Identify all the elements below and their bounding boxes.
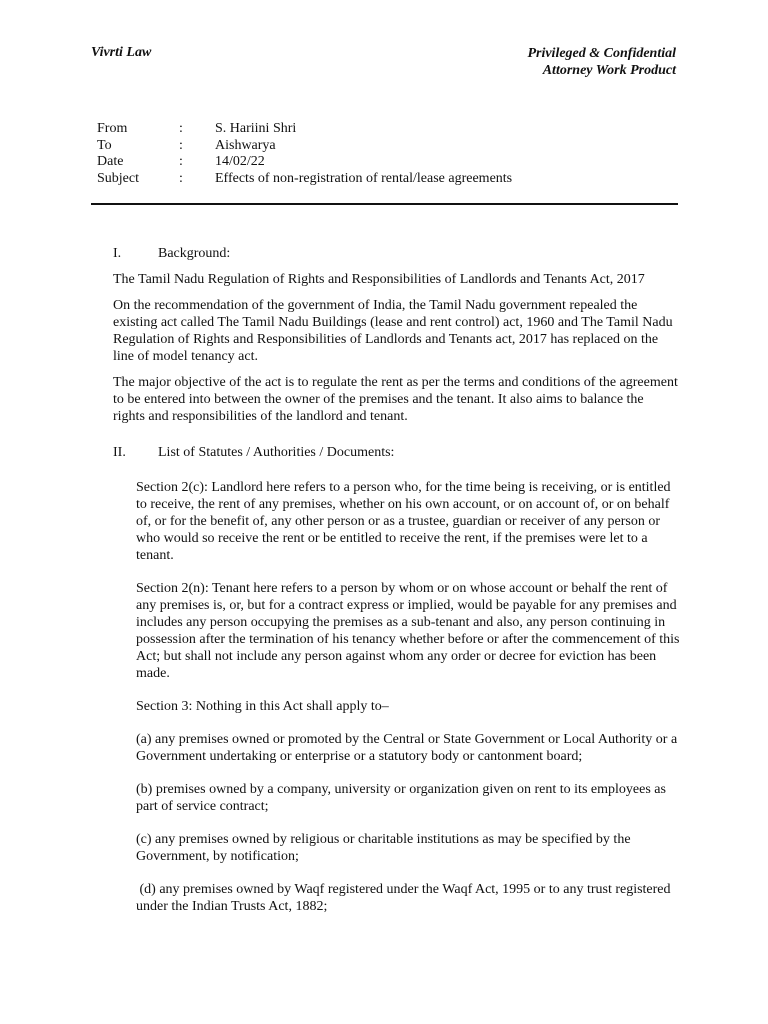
statute-item: (b) premises owned by a company, university or organization given on rent to its employees as part of service contract;: [136, 782, 666, 814]
memo-to-row: [97, 138, 512, 155]
act-title-paragraph: The Tamil Nadu Regulation of Rights and Responsibilities of Landlords and Tenants Act, 2017: [113, 272, 645, 287]
confidentiality-notice: [527, 45, 676, 79]
firm-name: Vivrti Law: [91, 45, 152, 60]
statute-list: [136, 479, 681, 915]
statute-item: (c) any premises owned by religious or charitable institutions as may be specified by the Government, by notification;: [136, 832, 631, 864]
memo-date-value: 14/02/22: [215, 154, 265, 169]
section-title: List of Statutes / Authorities / Documents:: [158, 445, 395, 460]
memo-to-value: Aishwarya: [215, 137, 276, 153]
statute-item: Section 2(c): Landlord here refers to a person who, for the time being is receiving, or is entitled to receive, the rent of any premises, whether on his own account, or on account of, or on behalf of, or for the benefit of, any other person or as a trustee, guardian or receiver of any person or who would so receive the rent or be entitled to receive the rent, if the premises were let to a tenant.: [136, 480, 671, 563]
memo-colon: :: [179, 137, 183, 153]
section-number: I.: [113, 246, 122, 261]
memo-date-row: [97, 154, 512, 171]
memo-to-label: To: [97, 137, 112, 153]
memo-body: [113, 245, 678, 931]
statute-item: (d) any premises owned by Waqf registered under the Waqf Act, 1995 or to any trust registered under the Indian Trusts Act, 1882;: [136, 882, 675, 914]
memo-subject-row: [97, 171, 512, 188]
confidentiality-line-2: Attorney Work Product: [542, 63, 676, 78]
header-divider: [91, 203, 678, 205]
memo-from-value: S. Hariini Shri: [215, 121, 297, 136]
memo-subject-value: Effects of non-registration of rental/lease agreements: [215, 170, 513, 186]
section-number: II.: [113, 445, 126, 460]
memo-block: [97, 121, 512, 187]
memo-colon: :: [179, 170, 183, 186]
memo-date-label: Date: [97, 154, 124, 169]
memo-colon: :: [179, 154, 183, 169]
statute-item: Section 3: Nothing in this Act shall apply to–: [136, 699, 389, 714]
memo-colon: :: [179, 121, 183, 136]
objective-paragraph: The major objective of the act is to regulate the rent as per the terms and conditions of the agreement to be entered into between the owner of the premises and the tenant. It also aims to balance the rights and responsibilities of the landlord and tenant.: [113, 375, 678, 424]
memo-subject-label: Subject: [97, 170, 139, 186]
statute-item: (a) any premises owned or promoted by the Central or State Government or Local Authority or a Government undertaking or enterprise or a statutory body or cantonment board;: [136, 732, 678, 764]
section-title: Background:: [158, 246, 231, 261]
background-paragraph: On the recommendation of the government of India, the Tamil Nadu government repealed the existing act called The Tamil Nadu Buildings (lease and rent control) act, 1960 and The Tamil Nadu Regulation of Rights and Responsibilities of Landlords and Tenants act, 2017 has replaced on the line of model tenancy act.: [113, 298, 673, 364]
confidentiality-line-1: Privileged & Confidential: [527, 46, 676, 61]
section-heading-statutes: [113, 444, 678, 461]
memo-from-label: From: [97, 121, 128, 136]
statute-item: Section 2(n): Tenant here refers to a person by whom or on whose account or behalf the rent of any premises is, or, but for a contract express or implied, would be payable for any premises and includes any person occupying the premises as a sub-tenant and also, any person continuing in possession after the termination of his tenancy whether before or after the commencement of this Act; but shall not include any person against whom any order or decree for eviction has been made.: [136, 581, 680, 681]
memo-from-row: [97, 121, 512, 138]
section-heading-background: [113, 245, 678, 262]
